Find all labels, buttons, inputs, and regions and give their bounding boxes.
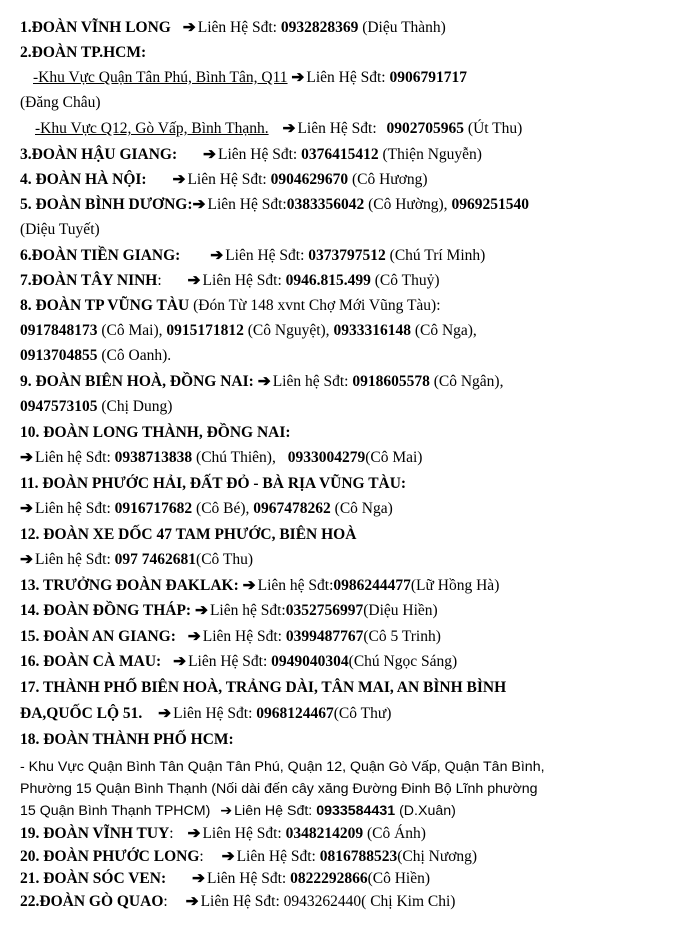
title-colon: : [169,825,174,842]
entry-8-contacts-cont [20,345,666,367]
contact-label: Liên Hệ Sđt: [234,803,313,819]
entry-9-cont [20,396,666,418]
entry-18-area-1 [20,756,666,778]
contact-label: Liên hệ Sđt: [257,577,334,594]
entry-title: 3.ĐOÀN HẬU GIANG: [20,146,178,163]
contact-person: (Cô Ngân), [433,373,504,390]
entry-7 [20,270,666,292]
arrow-right-icon: ➔ [194,602,208,619]
contact-person: (Cô Ánh) [366,825,426,842]
arrow-right-icon: ➔ [182,19,196,36]
entry-10 [20,422,666,444]
entry-5 [20,194,666,216]
phone-number[interactable]: 0373797512 [308,247,386,264]
arrow-right-icon: ➔ [187,628,201,645]
entry-title: 2.ĐOÀN TP.HCM: [20,44,147,61]
entry-title: 14. ĐOÀN ĐỒNG THÁP: [20,602,192,619]
entry-10-contact [20,447,666,469]
entry-8-contacts [20,320,666,342]
phone-number[interactable]: 0822292866 [290,870,368,887]
contact-label: Liên Hệ Sđt: [207,196,287,213]
phone-number[interactable]: 0906791717 [389,69,467,86]
entry-title: 6.ĐOÀN TIỀN GIANG: [20,247,181,264]
entry-16 [20,651,666,673]
area-text: -Khu Vực Quận Tân Phú, Bình Tân, Q11 [33,69,288,86]
contact-person: ( Chị Kim Chi) [361,893,456,910]
contact-person: (Cô Thuỷ) [374,272,440,289]
arrow-right-icon: ➔ [282,120,296,137]
entry-title: 22.ĐOÀN GÒ QUAO [20,893,164,910]
entry-title: 10. ĐOÀN LONG THÀNH, ĐỒNG NAI: [20,424,291,441]
entry-2-sub1 [33,67,666,89]
contact-label: Liên Hệ Sđt: [187,171,267,188]
contact-label: Liên Hệ Sđt: [200,893,280,910]
phone-number[interactable]: 0917848173 [20,322,98,339]
entry-18 [20,729,666,751]
entry-5-cont [20,219,666,241]
contact-label: Liên Hệ Sđt: [218,146,298,163]
contact-person: (Chú Ngọc Sáng) [348,653,458,670]
entry-15 [20,626,666,648]
contact-label: Liên Hệ Sđt: [236,848,316,865]
phone-number[interactable]: 0383356042 [286,196,365,213]
entry-17-cont [20,703,666,725]
contact-person: (Cô Thư) [333,705,392,722]
arrow-right-icon: ➔ [221,848,235,865]
phone-number[interactable]: 0918605578 [352,373,430,390]
phone-number[interactable]: 0938713838 [114,449,193,466]
contact-label: Liên Hệ Sđt: [297,120,377,137]
entry-12-contact [20,549,666,571]
contact-person: (Chú Trí Minh) [389,247,486,264]
phone-number[interactable]: 0376415412 [301,146,379,163]
area-text: - Khu Vực Quận Bình Tân Quận Tân Phú, Quận 12, Quận Gò Vấp, Quận Tân Bình, [20,759,545,775]
entry-1 [20,17,666,39]
phone-number-2[interactable]: 0933004279 [287,449,366,466]
contact-person: (Cô Thu) [196,551,254,568]
phone-number[interactable]: 0913704855 [20,347,98,364]
contact-label: Liên hệ Sđt: [35,500,111,517]
contact-label: Liên Hệ Sđt: [306,69,386,86]
title-colon: : [157,272,162,289]
entry-title: 21. ĐOÀN SÓC VEN: [20,870,167,887]
arrow-right-icon: ➔ [187,272,201,289]
entry-2-title [20,42,666,64]
contact-person: (Cô Oanh). [101,347,172,364]
contact-person: (Chú Thiên), [196,449,276,466]
contact-label: Liên Hệ Sđt: [202,272,282,289]
contact-person: (Chị Nương) [397,848,478,865]
title-colon: : [199,848,204,865]
arrow-right-icon: ➔ [192,196,206,213]
title-colon: : [163,893,168,910]
contact-person: (Cô Bé), [196,500,250,517]
phone-number[interactable]: 0902705965 [386,120,465,137]
entry-21 [20,868,666,890]
entry-2-sub1-person [20,92,666,114]
entry-title: 4. ĐOÀN HÀ NỘI: [20,171,147,188]
contact-label: Liên Hệ Sđt: [207,870,287,887]
entry-title: 16. ĐOÀN CÀ MAU: [20,653,162,670]
entry-14 [20,600,666,622]
contact-person: (Thiện Nguyễn) [382,146,482,163]
entry-6 [20,245,666,267]
contact-person-2: (Cô Nga) [334,500,393,517]
arrow-right-icon: ➔ [203,146,217,163]
arrow-right-icon: ➔ [173,653,187,670]
arrow-right-icon: ➔ [20,449,33,466]
phone-number[interactable]: 0943262440 [283,893,362,910]
entry-title: 15. ĐOÀN AN GIANG: [20,628,176,645]
contact-person-2: (Cô Mai) [365,449,423,466]
entry-title: 12. ĐOÀN XE DỐC 47 TAM PHƯỚC, BIÊN HOÀ [20,526,357,543]
contact-person: (Út Thu) [467,120,523,137]
phone-number[interactable]: 0932828369 [280,19,359,36]
phone-number[interactable]: 0916717682 [114,500,193,517]
area-text: Phường 15 Quận Bình Thạnh (Nối dài đến cây xăng Đường Đinh Bộ Lĩnh phường [20,781,538,797]
phone-number[interactable]: 0986244477 [333,577,411,594]
area-text: 15 Quận Bình Thạnh TPHCM) [20,803,211,819]
arrow-right-icon: ➔ [291,69,305,86]
contact-label: Liên Hệ Sđt: [202,628,282,645]
phone-number[interactable]: 0352756997 [285,602,364,619]
entry-title: 8. ĐOÀN TP VŨNG TÀU [20,297,190,314]
entry-18-area-3 [20,800,666,822]
arrow-right-icon: ➔ [210,247,224,264]
arrow-right-icon: ➔ [187,825,201,842]
contact-label: Liên hệ Sđt: [272,373,349,390]
arrow-right-icon: ➔ [185,893,199,910]
arrow-right-icon: ➔ [20,551,33,568]
contact-person: (Lữ Hồng Hà) [410,577,500,594]
phone-number[interactable]: 0946.815.499 [285,272,371,289]
contact-label: Liên Hệ Sđt: [173,705,253,722]
entry-title: 9. ĐOÀN BIÊN HOÀ, ĐỒNG NAI: [20,373,254,390]
entry-title: 19. ĐOÀN VĨNH TUY [20,825,170,842]
entry-9 [20,371,666,393]
entry-11-contact [20,498,666,520]
entry-20 [20,846,666,868]
entry-12 [20,524,666,546]
arrow-right-icon: ➔ [172,171,186,188]
arrow-right-icon: ➔ [257,373,271,390]
phone-number[interactable]: 0348214209 [285,825,364,842]
entry-11 [20,473,666,495]
entry-8 [20,295,666,317]
contact-person: (Cô Nga), [414,322,477,339]
phone-number[interactable]: 0949040304 [271,653,349,670]
entry-title: 20. ĐOÀN PHƯỚC LONG [20,848,200,865]
contact-person: (Cô Mai), [101,322,163,339]
contact-label: Liên Hệ Sđt: [197,19,277,36]
phone-number[interactable]: 0915171812 [166,322,244,339]
contact-label: Liên Hệ Sđt: [202,825,282,842]
entry-title-cont: ĐA,QUỐC LỘ 51. [20,705,143,722]
contact-person: (D.Xuân) [399,803,456,819]
contact-person-2: (Diệu Tuyết) [20,221,100,238]
contact-person: (Cô Hương) [351,171,428,188]
entry-title: 7.ĐOÀN TÂY NINH [20,272,158,289]
phone-number[interactable]: 0816788523 [319,848,398,865]
contact-person: (Cô Hường), [368,196,448,213]
entry-title: 1.ĐOÀN VĨNH LONG [20,19,171,36]
contact-person: (Diệu Hiền) [363,602,438,619]
contact-person-2: (Chị Dung) [101,398,173,415]
contact-label: Liên Hệ Sđt: [188,653,268,670]
phone-number[interactable]: 0968124467 [256,705,334,722]
arrow-right-icon: ➔ [220,803,233,819]
entry-17 [20,677,666,699]
arrow-right-icon: ➔ [158,705,172,722]
arrow-right-icon: ➔ [20,500,33,517]
phone-number[interactable]: 0904629670 [270,171,349,188]
entry-2-sub2 [35,118,666,140]
phone-number[interactable]: 0933584431 [316,803,396,819]
contact-label: Liên hệ Sđt: [35,449,111,466]
entry-19 [20,823,666,845]
contact-person: (Cô Nguyệt), [247,322,330,339]
contact-person: (Cô Hiền) [367,870,431,887]
contact-label: Liên Hệ Sđt: [225,247,305,264]
phone-number[interactable]: 097 7462681 [114,551,197,568]
phone-number-2[interactable]: 0969251540 [451,196,529,213]
phone-number-2[interactable]: 0947573105 [20,398,98,415]
phone-number-2[interactable]: 0967478262 [253,500,331,517]
arrow-right-icon: ➔ [192,870,205,887]
entry-title: 5. ĐOÀN BÌNH DƯƠNG: [20,196,193,213]
entry-title: 13. TRƯỞNG ĐOÀN ĐAKLAK: [20,577,239,594]
entry-4 [20,169,666,191]
contact-label: Liên hệ Sđt: [35,551,111,568]
entry-3 [20,144,666,166]
entry-title: 17. THÀNH PHỐ BIÊN HOÀ, TRẢNG DÀI, TÂN MAI, AN BÌNH BÌNH [20,679,507,696]
entry-22 [20,891,666,913]
pickup-note: (Đón Từ 148 xvnt Chợ Mới Vũng Tàu): [193,297,441,314]
entry-title: 18. ĐOÀN THÀNH PHỐ HCM: [20,731,234,748]
phone-number[interactable]: 0933316148 [333,322,411,339]
contact-person: (Cô 5 Trinh) [363,628,441,645]
arrow-right-icon: ➔ [242,577,256,594]
area-text: -Khu Vực Q12, Gò Vấp, Bình Thạnh. [35,120,269,137]
contact-person: (Đăng Châu) [20,94,101,111]
phone-number[interactable]: 0399487767 [285,628,364,645]
contact-label: Liên hệ Sđt: [209,602,286,619]
contact-person: (Diệu Thành) [362,19,446,36]
entry-title: 11. ĐOÀN PHƯỚC HẢI, ĐẤT ĐỎ - BÀ RỊA VŨNG TÀU: [20,475,407,492]
entry-13 [20,575,666,597]
entry-18-area-2 [20,778,666,800]
